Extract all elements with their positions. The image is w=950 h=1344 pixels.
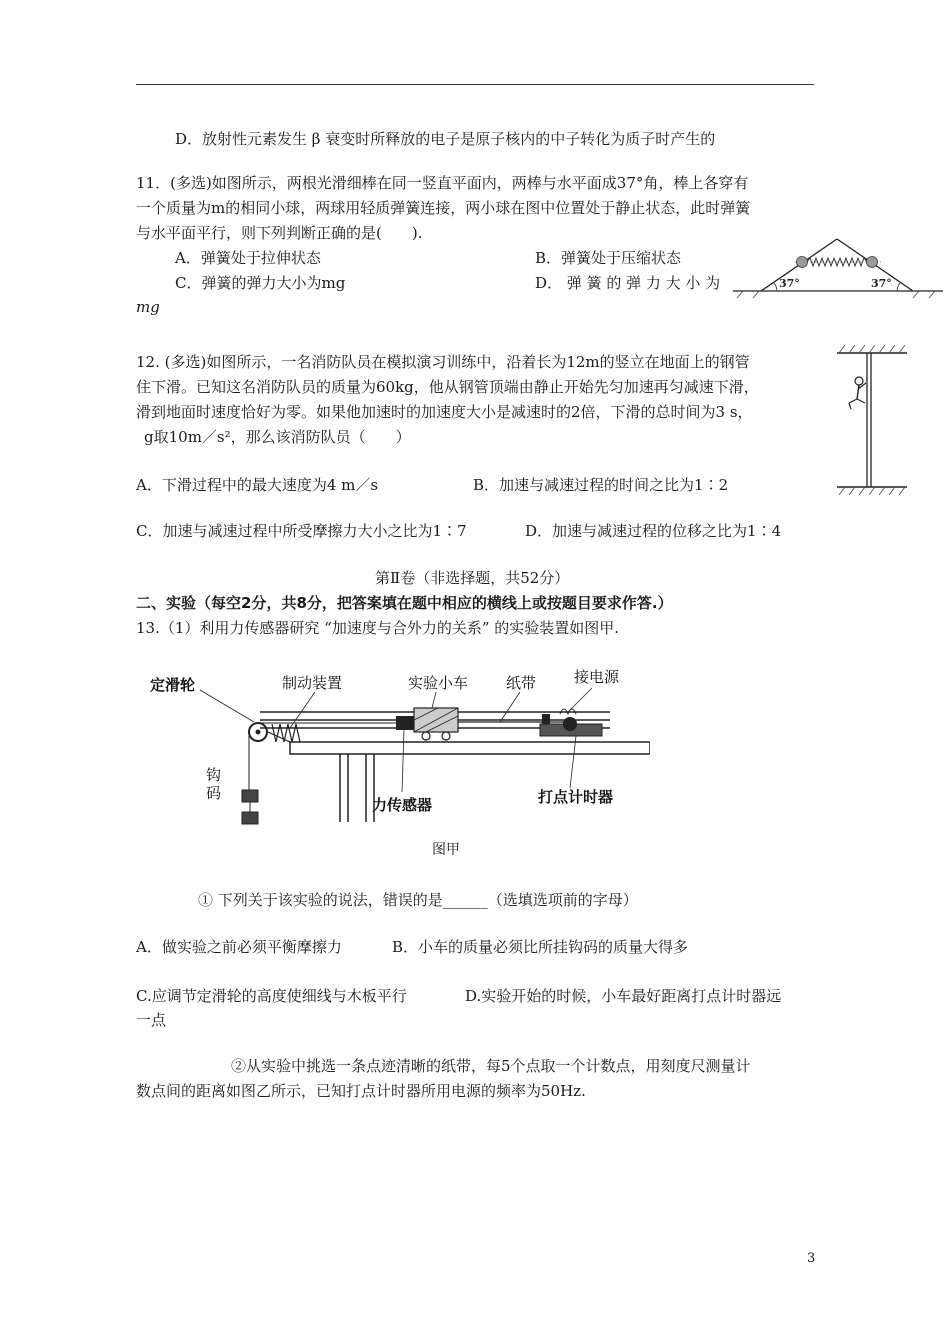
label-tape: 纸带 <box>506 674 537 692</box>
q12-stem-line3: 滑到地面时速度恰好为零。如果他加速时的加速度大小是减速时的2倍，下滑的总时间为3 s， <box>136 403 753 421</box>
q12-option-d: D．加速与减速过程的位移之比为1∶4 <box>525 522 782 540</box>
q13-sub2-line2: 数点间的距离如图乙所示，已知打点计时器所用电源的频率为50Hz. <box>136 1082 586 1100</box>
q13-apparatus-figure <box>140 662 650 862</box>
q13-option-d: D.实验开始的时候，小车最好距离打点计时器远 <box>465 987 782 1005</box>
q11-stem-line1: 11．(多选)如图所示，两根光滑细棒在同一竖直平面内，两棒与水平面成37°角，棒上各穿有 <box>136 174 749 192</box>
label-brake: 制动装置 <box>282 674 343 692</box>
q12-stem-line2: 住下滑。已知这名消防队员的质量为60kg，他从钢管顶端由静止开始先匀加速再匀减速下滑， <box>136 378 759 396</box>
angle-label-left: 37° <box>779 277 800 290</box>
q12-option-b: B．加速与减速过程的时间之比为1∶2 <box>473 476 729 494</box>
q11-stem-line2: 一个质量为m的相同小球，两球用轻质弹簧连接，两小球在图中位置处于静止状态，此时弹簧 <box>136 199 751 217</box>
q12-stem-line1: 12. (多选)如图所示，一名消防队员在模拟演习训练中，沿着长为12m的竖立在地面上的钢管 <box>136 353 750 371</box>
q12-option-c: C．加速与减速过程中所受摩擦力大小之比为1∶7 <box>136 522 467 540</box>
q12-firefighter-pole-figure <box>833 345 913 495</box>
label-power: 接电源 <box>574 668 620 686</box>
q11-option-d: D． 弹 簧 的 弹 力 大 小 为 <box>535 274 721 292</box>
part2-title: 第Ⅱ卷（非选择题，共52分） <box>375 569 570 587</box>
label-timer: 打点计时器 <box>538 788 614 806</box>
part2-section-heading: 二、实验（每空2分，共8分，把答案填在题中相应的横线上或按题目要求作答.） <box>136 594 673 612</box>
label-weights-2: 码 <box>206 784 222 802</box>
q13-option-a: A．做实验之前必须平衡摩擦力 <box>136 938 342 956</box>
q13-sub1: ① 下列关于该实验的说法，错误的是______（选填选项前的字母） <box>198 891 638 909</box>
header-rule <box>136 84 814 85</box>
q10-option-d: D．放射性元素发生 β 衰变时所释放的电子是原子核内的中子转化为质子时产生的 <box>175 130 716 148</box>
label-force-sensor: 力传感器 <box>372 796 433 814</box>
q12-stem-line4: g取10m／s²，那么该消防队员（ ） <box>144 428 411 446</box>
label-pulley: 定滑轮 <box>150 676 196 694</box>
q11-rods-spring-figure <box>733 236 943 298</box>
angle-label-right: 37° <box>871 277 892 290</box>
q13-intro: 13.（1）利用力传感器研究 “加速度与合外力的关系” 的实验装置如图甲. <box>136 619 620 637</box>
q11-option-c: C．弹簧的弹力大小为mg <box>175 274 346 292</box>
q11-option-b: B．弹簧处于压缩状态 <box>535 249 682 267</box>
label-cart: 实验小车 <box>408 674 469 692</box>
q13-option-b: B．小车的质量必须比所挂钩码的质量大得多 <box>392 938 689 956</box>
q11-option-d-tail: mg <box>136 298 160 316</box>
q12-option-a: A．下滑过程中的最大速度为4 m／s <box>136 476 379 494</box>
label-weights-1: 钩 <box>206 766 222 784</box>
q13-option-d-cont: 一点 <box>136 1011 167 1029</box>
q13-option-c: C.应调节定滑轮的高度使细线与木板平行 <box>136 987 407 1005</box>
q11-option-a: A．弹簧处于拉伸状态 <box>175 249 321 267</box>
page-number: 3 <box>807 1251 816 1266</box>
q11-stem-line3: 与水平面平行，则下列判断正确的是( ). <box>136 224 423 242</box>
q13-sub2-line1: ②从实验中挑选一条点迹清晰的纸带，每5个点取一个计数点，用刻度尺测量计 <box>231 1057 751 1075</box>
figure-caption: 图甲 <box>432 842 460 858</box>
